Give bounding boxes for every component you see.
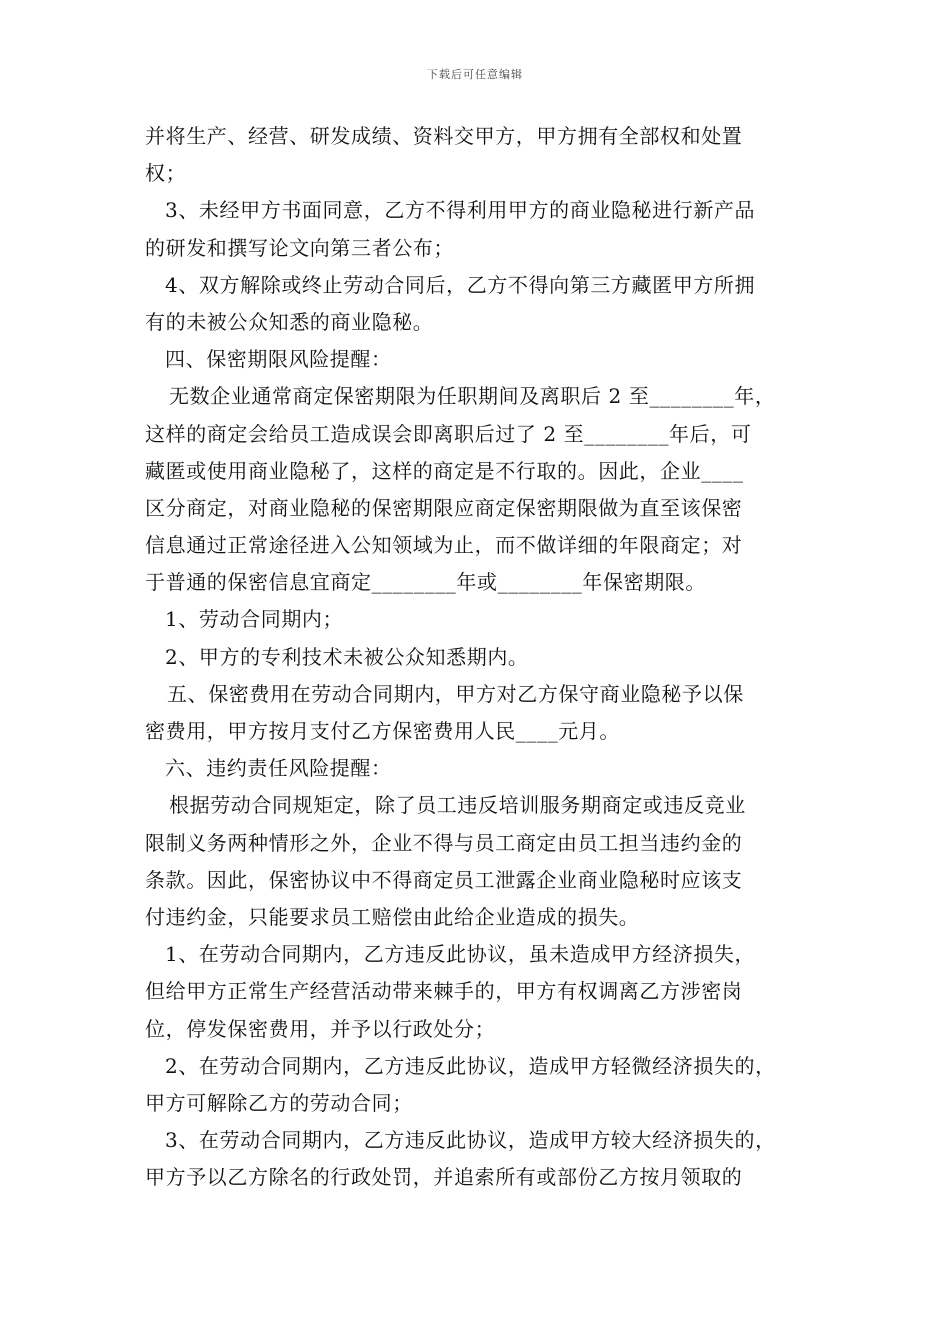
- text-line: 条款。因此，保密协议中不得商定员工泄露企业商业隐秘时应该支: [145, 867, 743, 892]
- text-line: 限制义务两种情形之外，企业不得与员工商定由员工担当违约金的: [145, 830, 743, 855]
- text-line: 3、未经甲方书面同意，乙方不得利用甲方的商业隐秘进行新产品: [165, 198, 756, 223]
- text-line: 2、甲方的专利技术未被公众知悉期内。: [165, 644, 529, 669]
- text-line: 2、在劳动合同期内，乙方违反此协议，造成甲方轻微经济损失的，: [165, 1053, 776, 1078]
- text-line: 五、保密费用在劳动合同期内，甲方对乙方保守商业隐秘予以保: [167, 681, 744, 706]
- text-line: 4、双方解除或终止劳动合同后，乙方不得向第三方藏匿甲方所拥: [165, 272, 756, 297]
- page-header: 下载后可任意编辑: [427, 68, 523, 81]
- text-line: 位，停发保密费用，并予以行政处分；: [145, 1016, 496, 1041]
- document-body: [145, 118, 825, 1196]
- text-line: 有的未被公众知悉的商业隐秘。: [145, 309, 434, 334]
- text-line: 这样的商定会给员工造成误会即离职后过了 2 至________年后，可: [145, 421, 752, 446]
- text-line: 3、在劳动合同期内，乙方违反此协议，造成甲方较大经济损失的，: [165, 1128, 776, 1153]
- text-line: 并将生产、经营、研发成绩、资料交甲方，甲方拥有全部权和处置: [145, 124, 743, 148]
- text-line: 四、保密期限风险提醒：: [165, 347, 392, 372]
- text-line: 无数企业通常商定保密期限为任职期间及离职后 2 至________年，: [169, 384, 776, 409]
- text-line: 甲方予以乙方除名的行政处罚，并追索所有或部份乙方按月领取的: [145, 1165, 743, 1190]
- text-line: 信息通过正常途径进入公知领域为止，而不做详细的年限商定；对: [145, 533, 743, 558]
- text-line: 六、违约责任风险提醒：: [165, 756, 392, 781]
- text-line: 权；: [145, 161, 187, 186]
- text-line: 于普通的保密信息宜商定________年或________年保密期限。: [145, 570, 706, 595]
- text-line: 1、劳动合同期内；: [165, 607, 344, 632]
- text-line: 但给甲方正常生产经营活动带来棘手的，甲方有权调离乙方涉密岗: [145, 979, 743, 1004]
- text-line: 密费用，甲方按月支付乙方保密费用人民____元月。: [145, 719, 620, 743]
- text-line: 区分商定，对商业隐秘的保密期限应商定保密期限做为直至该保密: [145, 495, 743, 520]
- text-line: 根据劳动合同规矩定，除了员工违反培训服务期商定或违反竞业: [169, 793, 746, 818]
- text-line: 付违约金，只能要求员工赔偿由此给企业造成的损失。: [145, 904, 640, 929]
- text-line: 1、在劳动合同期内，乙方违反此协议，虽未造成甲方经济损失，: [165, 942, 756, 967]
- text-line: 甲方可解除乙方的劳动合同；: [145, 1090, 413, 1115]
- text-line: 藏匿或使用商业隐秘了，这样的商定是不行取的。因此，企业____: [145, 458, 744, 483]
- text-line: 的研发和撰写论文向第三者公布；: [145, 235, 454, 260]
